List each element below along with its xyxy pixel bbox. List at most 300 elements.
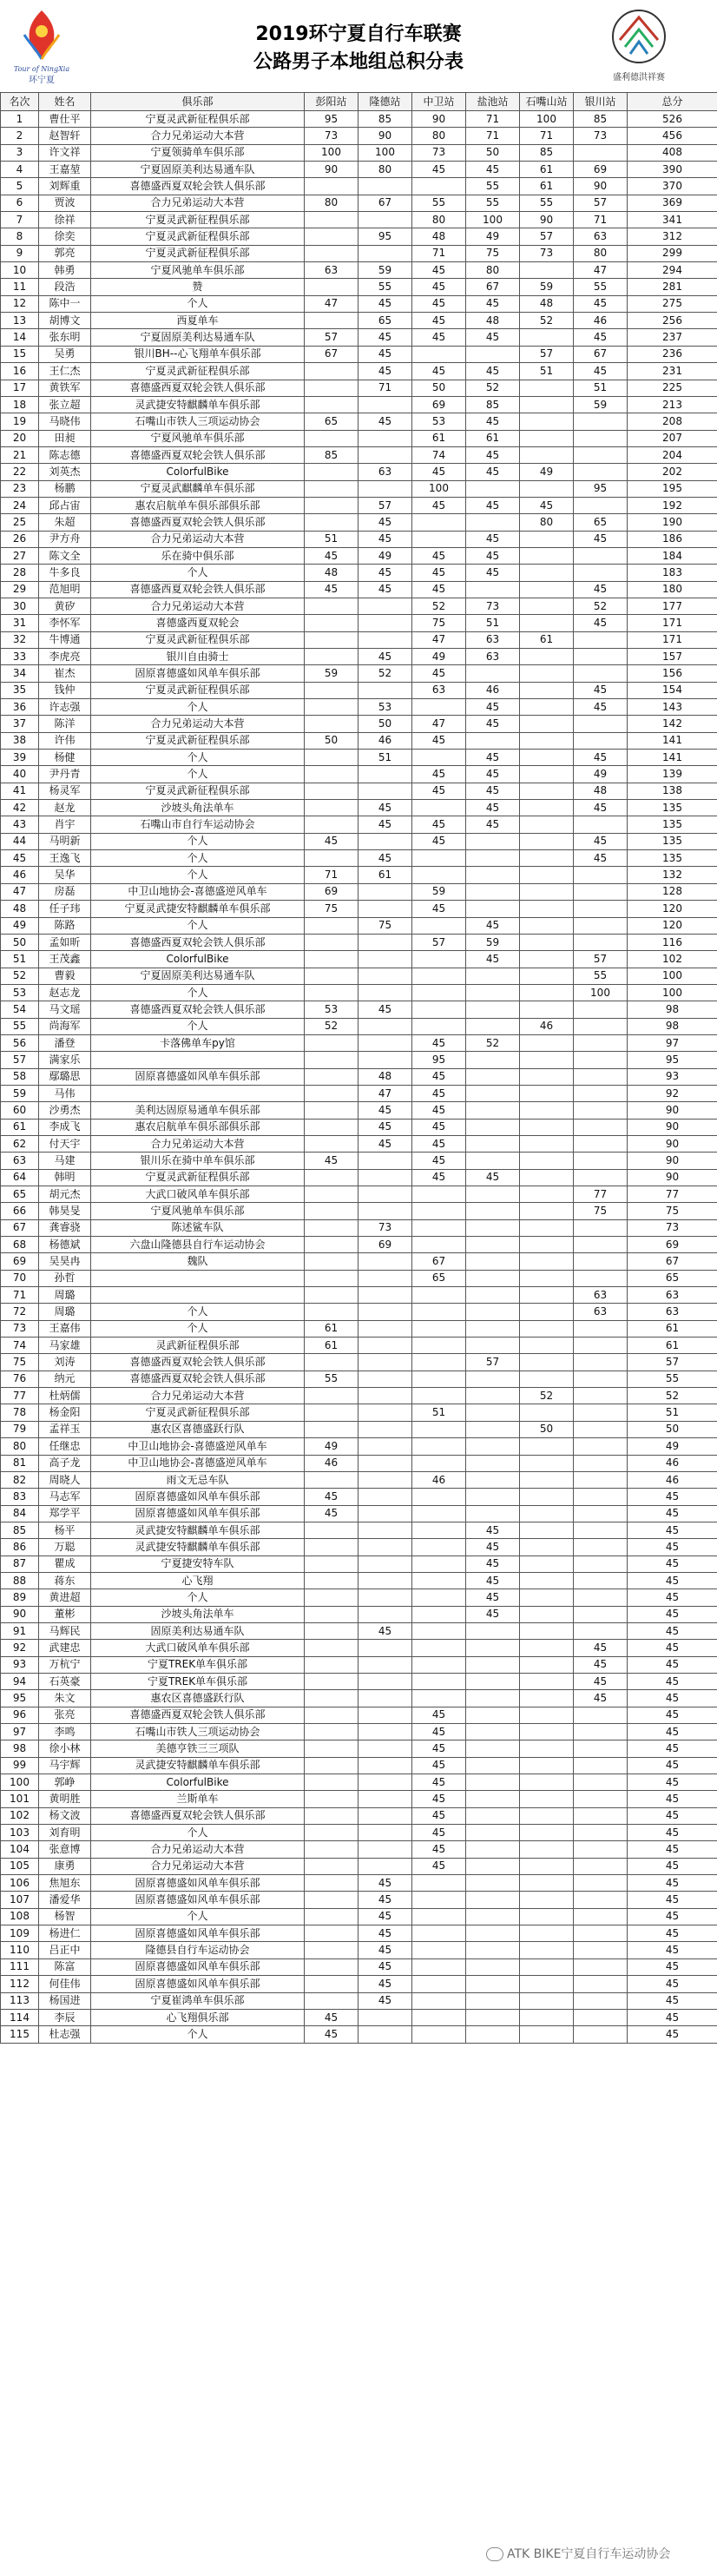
cell-club: 喜德盛西夏双轮会铁人俱乐部 (91, 934, 305, 950)
cell-pengyang (305, 615, 358, 631)
cell-club: 雨文无忌车队 (91, 1471, 305, 1488)
table-row (1, 1908, 717, 1925)
cell-pengyang: 73 (305, 128, 358, 144)
cell-shizuishan (520, 1841, 574, 1858)
cell-yinchuan: 47 (574, 262, 628, 279)
cell-total: 370 (628, 178, 717, 195)
table-row (1, 1034, 717, 1051)
cell-rank: 34 (1, 665, 39, 682)
cell-yinchuan (574, 1034, 628, 1051)
cell-club: 惠农启航单车俱乐部俱乐部 (91, 1119, 305, 1135)
cell-rank: 85 (1, 1522, 39, 1538)
cell-shizuishan (520, 1119, 574, 1135)
cell-yanchi (466, 1707, 520, 1723)
cell-longde (358, 1606, 412, 1622)
cell-yinchuan (574, 565, 628, 581)
cell-total: 408 (628, 144, 717, 161)
cell-rank: 47 (1, 883, 39, 900)
cell-pengyang (305, 1169, 358, 1186)
cell-name: 马文瑶 (39, 1001, 91, 1018)
cell-yinchuan: 75 (574, 1203, 628, 1219)
cell-rank: 103 (1, 1825, 39, 1841)
cell-rank: 44 (1, 833, 39, 849)
cell-shizuishan (520, 565, 574, 581)
cell-shizuishan (520, 396, 574, 413)
cell-total: 61 (628, 1320, 717, 1337)
cell-shizuishan (520, 1622, 574, 1639)
cell-shizuishan: 57 (520, 346, 574, 362)
tour-of-ningxia-logo (7, 5, 76, 87)
cell-rank: 10 (1, 262, 39, 279)
cell-pengyang (305, 631, 358, 648)
cell-pengyang (305, 1656, 358, 1673)
cell-yanchi (466, 1841, 520, 1858)
cell-pengyang (305, 1690, 358, 1707)
cell-longde (358, 1539, 412, 1556)
table-row (1, 1102, 717, 1119)
table-row (1, 480, 717, 497)
cell-club: 个人 (91, 1320, 305, 1337)
cell-pengyang (305, 1825, 358, 1841)
cell-total: 73 (628, 1219, 717, 1236)
cell-yanchi: 55 (466, 195, 520, 211)
cell-pengyang (305, 1757, 358, 1773)
cell-rank: 7 (1, 212, 39, 228)
table-row (1, 867, 717, 883)
cell-club: 乐在骑中俱乐部 (91, 547, 305, 564)
cell-name: 何佳伟 (39, 1976, 91, 1992)
cell-name: 瞿成 (39, 1556, 91, 1572)
cell-yinchuan: 52 (574, 598, 628, 614)
cell-yinchuan (574, 1572, 628, 1589)
cell-zhongwei: 45 (412, 1807, 466, 1824)
cell-total: 128 (628, 883, 717, 900)
cell-yanchi (466, 1740, 520, 1757)
cell-zhongwei (412, 984, 466, 1001)
cell-total: 45 (628, 1976, 717, 1992)
cell-yinchuan (574, 1556, 628, 1572)
cell-longde (358, 1253, 412, 1270)
cell-name: 杨金阳 (39, 1404, 91, 1421)
cell-longde: 59 (358, 262, 412, 279)
cell-club: 喜德盛西夏双轮会铁人俱乐部 (91, 1001, 305, 1018)
cell-yanchi: 45 (466, 783, 520, 799)
cell-yinchuan (574, 1102, 628, 1119)
cell-shizuishan (520, 1892, 574, 1908)
table-row (1, 162, 717, 178)
cell-longde (358, 1774, 412, 1791)
cell-yanchi: 45 (466, 363, 520, 380)
cell-pengyang: 53 (305, 1001, 358, 1018)
cell-shizuishan (520, 1724, 574, 1740)
table-row (1, 581, 717, 598)
cell-name: 黄明胜 (39, 1791, 91, 1807)
cell-yinchuan: 73 (574, 128, 628, 144)
cell-rank: 9 (1, 245, 39, 261)
cell-total: 45 (628, 1791, 717, 1807)
cell-yanchi: 49 (466, 228, 520, 245)
cell-yanchi (466, 1371, 520, 1387)
cell-club: 固原喜德盛如风单车俱乐部 (91, 1976, 305, 1992)
cell-pengyang (305, 480, 358, 497)
cell-shizuishan (520, 1404, 574, 1421)
cell-yinchuan (574, 1774, 628, 1791)
cell-name: 王茂鑫 (39, 951, 91, 968)
cell-club: 宁夏捷安特车队 (91, 1556, 305, 1572)
cell-name: 王嘉伟 (39, 1320, 91, 1337)
cell-zhongwei: 53 (412, 413, 466, 430)
cell-club: 固原美利达易通车队 (91, 1622, 305, 1639)
cell-pengyang (305, 699, 358, 716)
cell-pengyang (305, 816, 358, 833)
cell-yinchuan: 45 (574, 699, 628, 716)
cell-pengyang (305, 1925, 358, 1942)
cell-yanchi: 45 (466, 716, 520, 732)
cell-club: 银川乐在骑中单车俱乐部 (91, 1153, 305, 1169)
cell-zhongwei: 45 (412, 1119, 466, 1135)
cell-yanchi (466, 1287, 520, 1304)
cell-shizuishan (520, 783, 574, 799)
cell-shizuishan (520, 1034, 574, 1051)
cell-longde (358, 1825, 412, 1841)
cell-club: 宁夏灵武新征程俱乐部 (91, 682, 305, 698)
cell-zhongwei: 45 (412, 162, 466, 178)
cell-longde: 52 (358, 665, 412, 682)
cell-total: 138 (628, 783, 717, 799)
cell-total: 208 (628, 413, 717, 430)
cell-name: 杜志强 (39, 2026, 91, 2043)
cell-yinchuan: 65 (574, 514, 628, 531)
cell-pengyang: 65 (305, 413, 358, 430)
cell-shizuishan (520, 1825, 574, 1841)
cell-club: 宁夏灵武麒麟单车俱乐部 (91, 480, 305, 497)
cell-pengyang (305, 1673, 358, 1689)
cell-longde: 45 (358, 1102, 412, 1119)
cell-total: 45 (628, 1825, 717, 1841)
cell-name: 张亮 (39, 1707, 91, 1723)
cell-rank: 80 (1, 1438, 39, 1455)
cell-yinchuan (574, 1740, 628, 1757)
table-row (1, 1925, 717, 1942)
cell-yanchi: 45 (466, 1572, 520, 1589)
table-row (1, 1001, 717, 1018)
cell-rank: 109 (1, 1925, 39, 1942)
table-row (1, 1354, 717, 1371)
cell-shizuishan (520, 750, 574, 766)
cell-yinchuan: 63 (574, 228, 628, 245)
cell-rank: 111 (1, 1958, 39, 1975)
table-row (1, 1471, 717, 1488)
cell-pengyang: 45 (305, 1153, 358, 1169)
cell-yanchi (466, 1791, 520, 1807)
cell-club: 合力兄弟运动大本营 (91, 1841, 305, 1858)
cell-total: 45 (628, 1858, 717, 1874)
cell-zhongwei (412, 1371, 466, 1387)
cell-zhongwei (412, 1539, 466, 1556)
cell-longde: 45 (358, 531, 412, 547)
cell-yinchuan (574, 1253, 628, 1270)
cell-yanchi (466, 1942, 520, 1958)
cell-yanchi: 45 (466, 816, 520, 833)
cell-longde (358, 833, 412, 849)
cell-zhongwei (412, 1942, 466, 1958)
cell-yanchi: 45 (466, 1539, 520, 1556)
cell-zhongwei (412, 1572, 466, 1589)
col-longde: 隆德站 (358, 93, 412, 111)
cell-longde (358, 1421, 412, 1437)
cell-yinchuan (574, 1169, 628, 1186)
cell-zhongwei (412, 1320, 466, 1337)
cell-shizuishan: 52 (520, 313, 574, 329)
table-row (1, 750, 717, 766)
cell-club: 个人 (91, 1825, 305, 1841)
cell-total: 65 (628, 1270, 717, 1286)
cell-total: 57 (628, 1354, 717, 1371)
cell-yanchi (466, 1757, 520, 1773)
cell-longde: 45 (358, 816, 412, 833)
cell-club: ColorfulBike (91, 1774, 305, 1791)
cell-longde (358, 1791, 412, 1807)
cell-longde (358, 1589, 412, 1606)
cell-zhongwei: 55 (412, 195, 466, 211)
cell-pengyang (305, 1539, 358, 1556)
cell-pengyang (305, 1270, 358, 1286)
cell-name: 徐祥 (39, 212, 91, 228)
cell-club: 个人 (91, 2026, 305, 2043)
cell-total: 45 (628, 1774, 717, 1791)
cell-zhongwei (412, 1018, 466, 1034)
cell-zhongwei (412, 531, 466, 547)
cell-yinchuan (574, 1942, 628, 1958)
cell-zhongwei: 45 (412, 1724, 466, 1740)
cell-zhongwei (412, 346, 466, 362)
cell-longde: 45 (358, 1001, 412, 1018)
cell-yanchi: 63 (466, 649, 520, 665)
cell-name: 刘育明 (39, 1825, 91, 1841)
cell-name: 胡博文 (39, 313, 91, 329)
cell-club: ColorfulBike (91, 951, 305, 968)
cell-yinchuan (574, 1001, 628, 1018)
cell-zhongwei: 45 (412, 1068, 466, 1085)
table-row (1, 1253, 717, 1270)
cell-yinchuan: 77 (574, 1186, 628, 1203)
cell-rank: 31 (1, 615, 39, 631)
cell-name: 周璐 (39, 1304, 91, 1320)
cell-yinchuan (574, 1237, 628, 1253)
cell-pengyang (305, 1622, 358, 1639)
cell-rank: 57 (1, 1052, 39, 1068)
cell-total: 51 (628, 1404, 717, 1421)
cell-longde (358, 2009, 412, 2025)
cell-rank: 54 (1, 1001, 39, 1018)
cell-zhongwei: 48 (412, 228, 466, 245)
table-row (1, 968, 717, 984)
cell-name: 李鸣 (39, 1724, 91, 1740)
cell-shizuishan (520, 615, 574, 631)
cell-pengyang (305, 1992, 358, 2009)
cell-club: 合力兄弟运动大本营 (91, 531, 305, 547)
cell-club: 宁夏领骑单车俱乐部 (91, 144, 305, 161)
cell-shizuishan (520, 413, 574, 430)
cell-rank: 107 (1, 1892, 39, 1908)
cell-club: 个人 (91, 766, 305, 783)
cell-club: 大武口破风单车俱乐部 (91, 1186, 305, 1203)
cell-shizuishan (520, 1589, 574, 1606)
cell-club: 宁夏TREK单车俱乐部 (91, 1656, 305, 1673)
cell-rank: 36 (1, 699, 39, 716)
table-row (1, 766, 717, 783)
cell-rank: 58 (1, 1068, 39, 1085)
table-row (1, 631, 717, 648)
table-row (1, 497, 717, 513)
cell-total: 45 (628, 1656, 717, 1673)
cell-pengyang (305, 178, 358, 195)
cell-shizuishan (520, 1976, 574, 1992)
cell-name: 董彬 (39, 1606, 91, 1622)
cell-total: 45 (628, 1690, 717, 1707)
cell-zhongwei (412, 1489, 466, 1505)
cell-name: 蒋东 (39, 1572, 91, 1589)
cell-zhongwei (412, 1505, 466, 1522)
table-row (1, 2026, 717, 2043)
cell-club: 个人 (91, 1589, 305, 1606)
cell-total: 45 (628, 1572, 717, 1589)
ranking-table (0, 92, 717, 2044)
cell-zhongwei (412, 1203, 466, 1219)
cell-yanchi (466, 1388, 520, 1404)
table-row (1, 816, 717, 833)
cell-zhongwei (412, 1673, 466, 1689)
cell-yinchuan: 45 (574, 531, 628, 547)
cell-club: 石嘴山市铁人三项运动协会 (91, 413, 305, 430)
cell-zhongwei (412, 1606, 466, 1622)
cell-yanchi: 48 (466, 313, 520, 329)
cell-yanchi (466, 1656, 520, 1673)
cell-shizuishan (520, 1606, 574, 1622)
cell-total: 177 (628, 598, 717, 614)
cell-yanchi (466, 1338, 520, 1354)
table-row (1, 2009, 717, 2025)
cell-longde: 45 (358, 346, 412, 362)
cell-zhongwei: 52 (412, 598, 466, 614)
cell-shizuishan (520, 901, 574, 917)
cell-pengyang (305, 1237, 358, 1253)
cell-rank: 87 (1, 1556, 39, 1572)
cell-club: 个人 (91, 1304, 305, 1320)
cell-pengyang: 45 (305, 581, 358, 598)
cell-shizuishan (520, 699, 574, 716)
cell-longde: 63 (358, 464, 412, 480)
cell-shizuishan (520, 531, 574, 547)
cell-yinchuan: 45 (574, 1690, 628, 1707)
cell-pengyang (305, 1942, 358, 1958)
table-row (1, 1690, 717, 1707)
cell-longde (358, 951, 412, 968)
cell-longde: 51 (358, 750, 412, 766)
cell-name: 许文祥 (39, 144, 91, 161)
cell-club: 喜德盛西夏双轮会铁人俱乐部 (91, 380, 305, 396)
cell-pengyang: 51 (305, 531, 358, 547)
cell-club: 宁夏灵武新征程俱乐部 (91, 363, 305, 380)
cell-club (91, 1052, 305, 1068)
cell-yanchi: 55 (466, 178, 520, 195)
cell-yanchi: 75 (466, 245, 520, 261)
cell-rank: 24 (1, 497, 39, 513)
cell-longde: 45 (358, 1875, 412, 1892)
cell-yanchi (466, 346, 520, 362)
cell-zhongwei: 45 (412, 279, 466, 295)
cell-rank: 28 (1, 565, 39, 581)
cell-pengyang (305, 228, 358, 245)
cell-shizuishan (520, 547, 574, 564)
cell-longde (358, 480, 412, 497)
cell-longde: 67 (358, 195, 412, 211)
table-row (1, 1589, 717, 1606)
table-row (1, 1085, 717, 1101)
table-row (1, 1976, 717, 1992)
cell-yanchi (466, 2009, 520, 2025)
cell-zhongwei: 45 (412, 581, 466, 598)
cell-rank: 97 (1, 1724, 39, 1740)
cell-pengyang (305, 649, 358, 665)
cell-longde: 45 (358, 1908, 412, 1925)
cell-yanchi (466, 1186, 520, 1203)
table-row (1, 1421, 717, 1437)
cell-zhongwei: 45 (412, 1858, 466, 1874)
cell-pengyang: 67 (305, 346, 358, 362)
cell-pengyang (305, 1119, 358, 1135)
cell-name: 尚海军 (39, 1018, 91, 1034)
cell-yanchi (466, 1304, 520, 1320)
cell-yinchuan (574, 1807, 628, 1824)
cell-total: 55 (628, 1371, 717, 1387)
cell-shizuishan (520, 1690, 574, 1707)
cell-yanchi (466, 1858, 520, 1874)
cell-total: 312 (628, 228, 717, 245)
cell-zhongwei: 45 (412, 833, 466, 849)
cell-name: 韩明 (39, 1169, 91, 1186)
cell-pengyang (305, 1774, 358, 1791)
cell-rank: 56 (1, 1034, 39, 1051)
cell-club: 沙坡头角法单车 (91, 1606, 305, 1622)
cell-yinchuan: 95 (574, 480, 628, 497)
cell-yinchuan (574, 1858, 628, 1874)
cell-yanchi (466, 1622, 520, 1639)
cell-longde (358, 1656, 412, 1673)
cell-zhongwei: 45 (412, 901, 466, 917)
cell-rank: 50 (1, 934, 39, 950)
cell-yinchuan (574, 1270, 628, 1286)
cell-pengyang: 47 (305, 295, 358, 312)
cell-shizuishan (520, 1371, 574, 1387)
cell-rank: 1 (1, 111, 39, 128)
cell-name: 潘爱华 (39, 1892, 91, 1908)
cell-yanchi: 45 (466, 1169, 520, 1186)
table-row (1, 598, 717, 614)
sponsor-logo (599, 5, 679, 89)
cell-yinchuan (574, 1119, 628, 1135)
cell-name: 杨国进 (39, 1992, 91, 2009)
cell-pengyang (305, 1253, 358, 1270)
cell-club (91, 1270, 305, 1286)
cell-pengyang: 45 (305, 1489, 358, 1505)
cell-yinchuan (574, 547, 628, 564)
table-row (1, 699, 717, 716)
cell-yanchi (466, 1135, 520, 1152)
cell-longde (358, 615, 412, 631)
cell-zhongwei: 80 (412, 212, 466, 228)
cell-pengyang: 90 (305, 162, 358, 178)
